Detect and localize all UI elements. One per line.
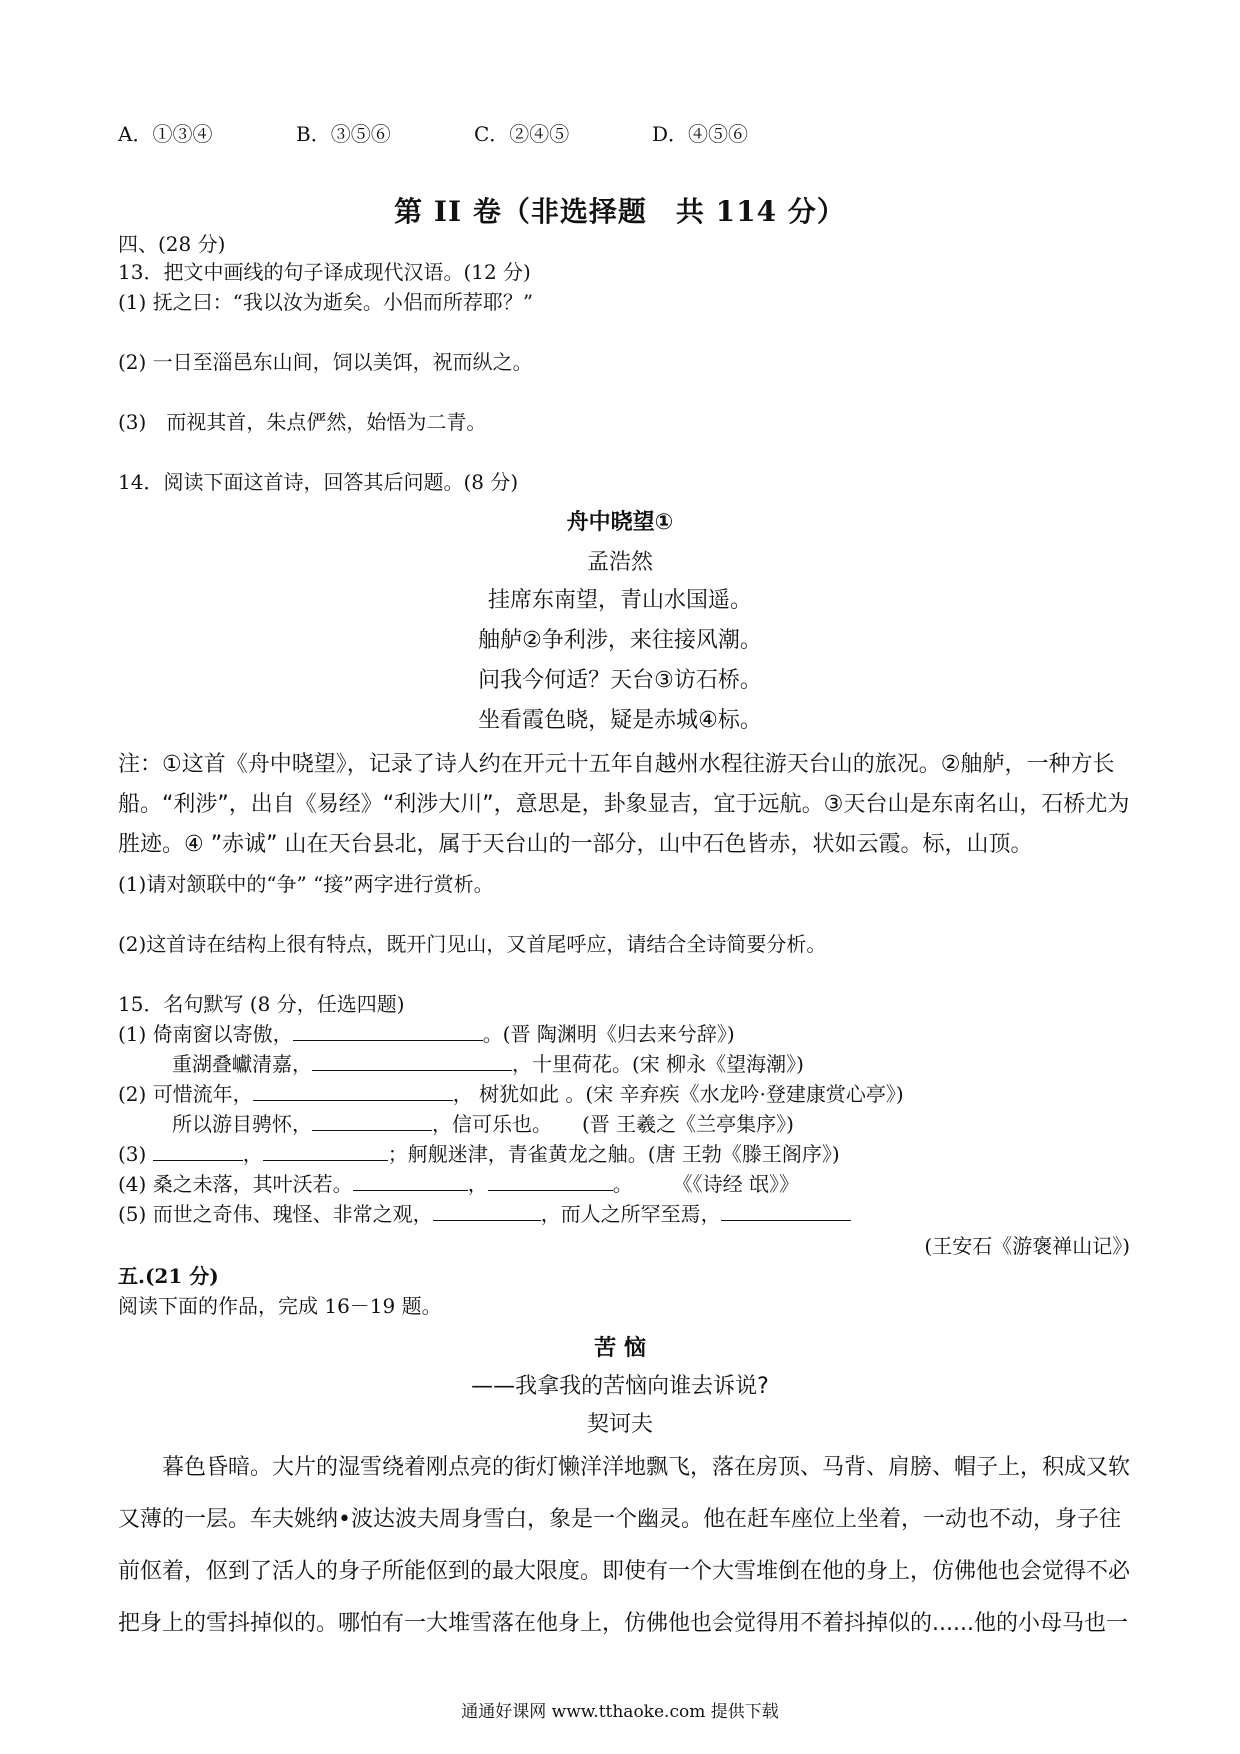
part5-header: 五.(21 分)	[118, 1264, 219, 1288]
q15-row-5: (5) 而世之奇伟、瑰怪、非常之观， ，而人之所罕至焉，	[118, 1200, 851, 1228]
story-paragraph-line-2: 又薄的一层。车夫姚纳•波达波夫周身雪白，象是一个幽灵。他在赶车座位上坐着，一动也不动，身子往	[118, 1507, 1121, 1532]
story-paragraph-line-3: 前伛着，伛到了活人的身子所能伛到的最大限度。即使有一个大雪堆倒在他的身上，仿佛他也会觉得不必	[118, 1559, 1131, 1584]
poem-line-1: 挂席东南望，青山水国遥。	[487, 588, 752, 613]
poem-note-line-2: 船。“利涉”，出自《易经》“利涉大川”，意思是，卦象显吉，宜于远航。③天台山是东南名山，石桥尤为	[118, 792, 1130, 817]
q14-sub-1: (1)请对颔联中的“争” “接”两字进行赏析。	[118, 872, 494, 896]
answer-blank[interactable]	[353, 1170, 468, 1191]
poem-line-2: 舳舻②争利涉，来往接风潮。	[478, 628, 762, 653]
q14-sub-2: (2)这首诗在结构上很有特点，既开门见山，又首尾呼应，请结合全诗简要分析。	[118, 932, 827, 956]
section-title: 第 II 卷（非选择题 共 114 分）	[394, 195, 846, 228]
answer-blank[interactable]	[433, 1200, 541, 1221]
answer-blank[interactable]	[721, 1200, 851, 1221]
q13-item-1: (1) 抚之曰：“我以汝为逝矣。小侣而所荐耶？”	[118, 290, 534, 314]
q15-row-2a: (2) 可惜流年， ， 树犹如此 。(宋 辛弃疾《水龙吟·登建康赏心亭》)	[118, 1082, 904, 1106]
answer-blank[interactable]	[153, 1140, 243, 1161]
q15-row-5-source: (王安石《游褒禅山记》)	[924, 1234, 1130, 1258]
part4-header: 四、(28 分)	[118, 232, 226, 256]
q15-row-4: (4) 桑之未落，其叶沃若。 ， 。 《《诗经 氓》》	[118, 1172, 800, 1196]
q15-row-2b: 所以游目骋怀， ，信可乐也。 (晋 王羲之《兰亭集序》)	[172, 1112, 794, 1136]
answer-blank[interactable]	[263, 1140, 388, 1161]
page-footer: 通通好课网 www.tthaoke.com 提供下载	[461, 1702, 779, 1722]
q13-item-3: (3) 而视其首，朱点俨然，始悟为二青。	[118, 410, 487, 434]
poem-line-4: 坐看霞色晓，疑是赤城④标。	[478, 708, 762, 733]
answer-blank[interactable]	[253, 1080, 453, 1101]
story-author: 契诃夫	[586, 1412, 653, 1437]
story-title: 苦 恼	[594, 1336, 646, 1361]
answer-blank[interactable]	[488, 1170, 613, 1191]
q13-item-2: (2) 一日至淄邑东山间，饲以美饵，祝而纵之。	[118, 350, 533, 374]
q14-stem: 14．阅读下面这首诗，回答其后问题。(8 分)	[118, 470, 519, 494]
q15-stem: 15．名句默写 (8 分，任选四题)	[118, 992, 405, 1016]
q15-row-1a: (1) 倚南窗以寄傲， 。(晋 陶渊明《归去来兮辞》)	[118, 1022, 735, 1046]
poem-poet: 孟浩然	[586, 550, 653, 575]
poem-title: 舟中晓望①	[566, 510, 674, 535]
option-a: A．①③④	[118, 122, 213, 146]
poem-line-3: 问我今何适？天台③访石桥。	[478, 668, 762, 693]
option-d: D．④⑤⑥	[652, 122, 749, 146]
answer-blank[interactable]	[293, 1020, 483, 1041]
story-paragraph-line-4: 把身上的雪抖掉似的。哪怕有一大堆雪落在他身上，仿佛他也会觉得用不着抖掉似的......他的小母马也一	[118, 1611, 1128, 1636]
poem-note-line-3: 胜迹。④ ”赤诚” 山在天台县北，属于天台山的一部分，山中石色皆赤，状如云霞。标，山顶。	[118, 832, 1033, 857]
option-c: C．②④⑤	[474, 122, 570, 146]
q15-row-3: (3) ， ；舸舰迷津，青雀黄龙之舳。(唐 王勃《滕王阁序》)	[118, 1142, 840, 1166]
story-subtitle: ——我拿我的苦恼向谁去诉说?	[471, 1374, 769, 1399]
q13-stem: 13．把文中画线的句子译成现代汉语。(12 分)	[118, 260, 531, 284]
answer-options	[118, 120, 830, 148]
option-b: B．③⑤⑥	[296, 122, 391, 146]
answer-blank[interactable]	[312, 1110, 432, 1131]
part5-instruction: 阅读下面的作品，完成 16－19 题。	[118, 1294, 442, 1318]
q15-row-1b: 重湖叠巘清嘉， ，十里荷花。(宋 柳永《望海潮》)	[172, 1052, 804, 1076]
story-paragraph-line-1: 暮色昏暗。大片的湿雪绕着刚点亮的街灯懒洋洋地飘飞，落在房顶、马背、肩膀、帽子上，积成又软	[118, 1455, 1131, 1480]
poem-note-line-1: 注：①这首《舟中晓望》，记录了诗人约在开元十五年自越州水程往游天台山的旅况。②舳舻，一种方长	[118, 752, 1115, 777]
answer-blank[interactable]	[312, 1050, 512, 1071]
